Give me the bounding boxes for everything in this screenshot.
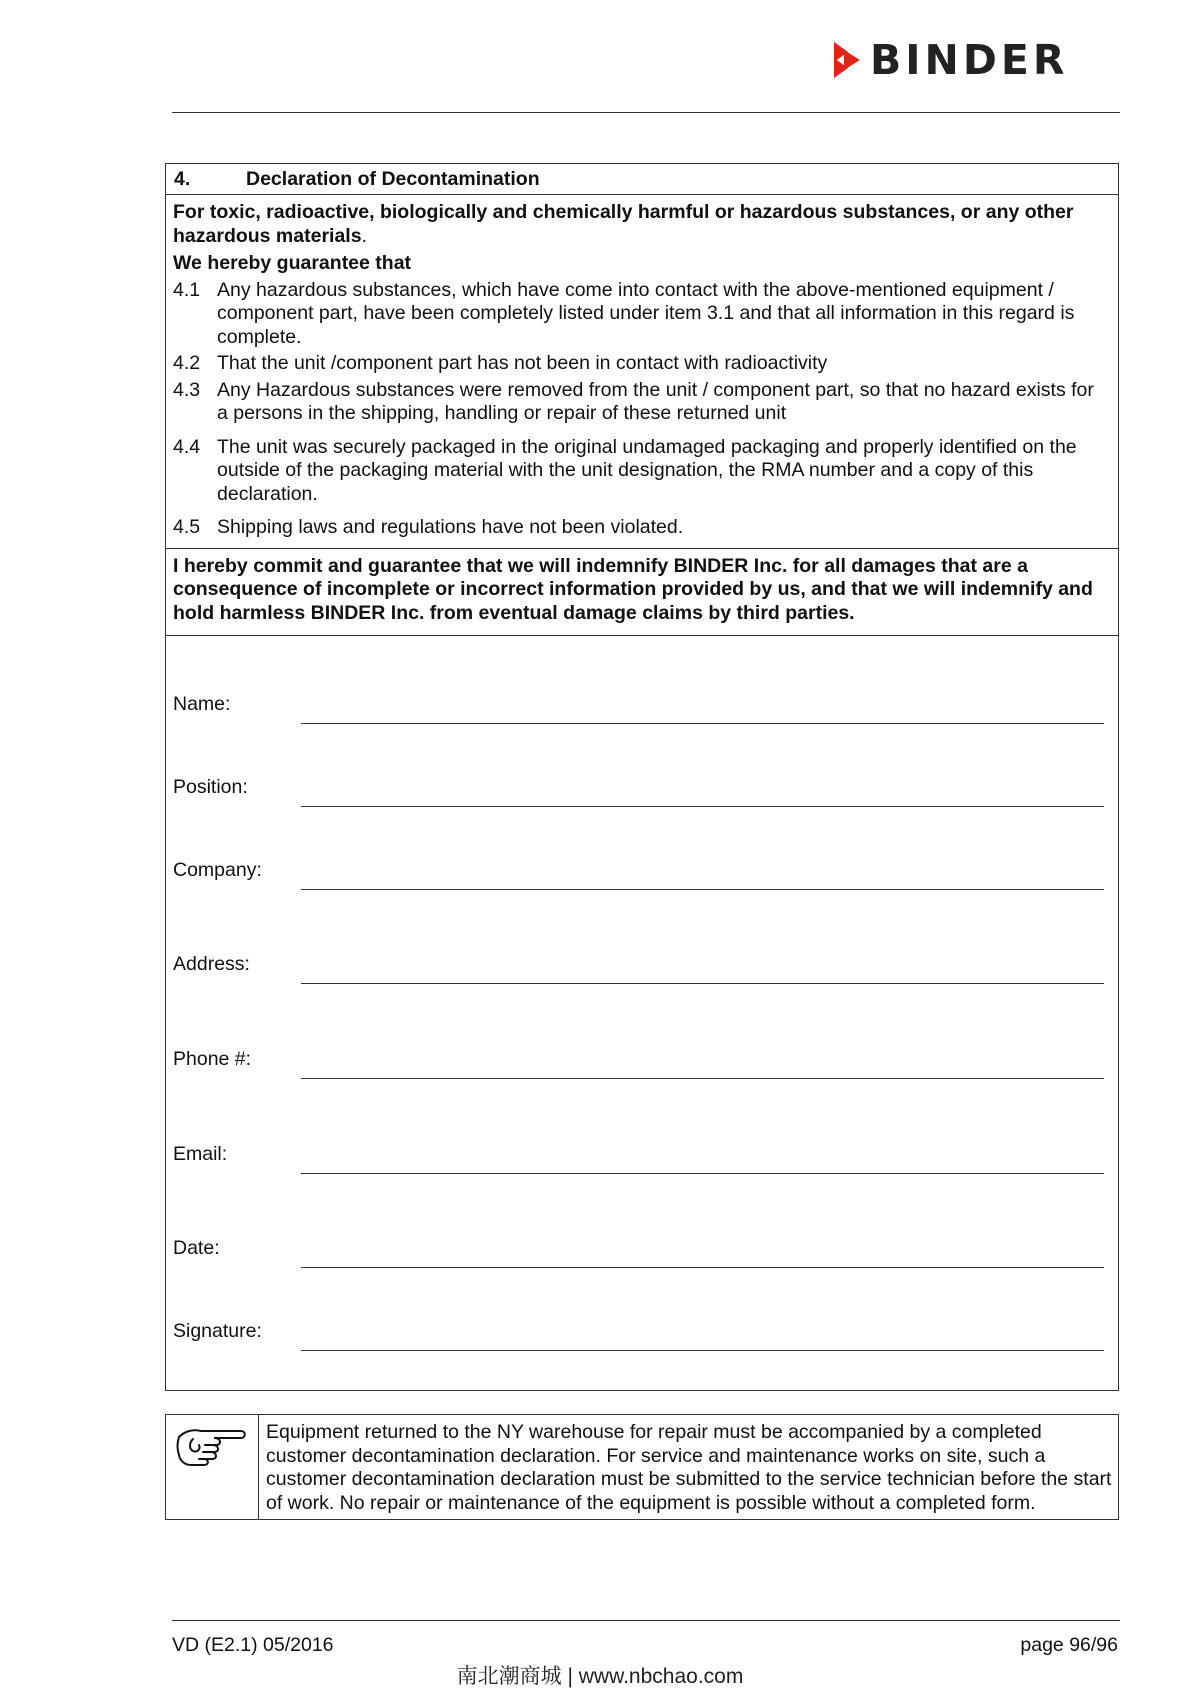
declaration-box — [165, 163, 1119, 1391]
guarantee-block — [166, 195, 1118, 549]
item-text: Any Hazardous substances were removed from the unit / component part, so that no hazard exists for a persons in the shipping, handling or repair of these returned unit — [217, 378, 1094, 424]
section-number: 4. — [174, 168, 191, 190]
brand-name: BINDER — [870, 36, 1069, 84]
pointing-hand-icon — [175, 1423, 249, 1469]
intro-text — [173, 201, 1110, 248]
header-divider — [172, 112, 1120, 113]
name-field[interactable] — [173, 684, 1104, 724]
date-line[interactable] — [301, 1267, 1104, 1268]
list-item — [173, 279, 1110, 350]
field-label: Phone #: — [173, 1048, 252, 1070]
watermark: 南北潮商城 | www.nbchao.com — [456, 1665, 744, 1688]
list-item — [173, 516, 1110, 540]
binder-arrow-icon — [832, 40, 862, 80]
address-line[interactable] — [301, 983, 1104, 984]
position-field[interactable] — [173, 767, 1104, 807]
list-item — [173, 379, 1110, 426]
name-line[interactable] — [301, 723, 1104, 724]
intro-end: . — [361, 224, 367, 247]
binder-logo — [832, 38, 1068, 82]
guarantee-heading: We hereby guarantee that — [173, 252, 412, 274]
notice-text: Equipment returned to the NY warehouse for repair must be accompanied by a completed customer decontamination declaration. For service and maintenance works on site, such a customer decontamination declaration must be submitted to the service technician before the start of work. No repair or maintenance of the equipment is possible without a completed form. — [266, 1421, 1112, 1514]
company-line[interactable] — [301, 889, 1104, 890]
date-field[interactable] — [173, 1228, 1104, 1268]
item-text: That the unit /component part has not been in contact with radioactivity — [217, 352, 828, 374]
page-number: page 96/96 — [1020, 1634, 1118, 1656]
item-number: 4.5 — [173, 516, 201, 538]
field-label: Email: — [173, 1143, 228, 1165]
phone-field[interactable] — [173, 1039, 1104, 1079]
commitment-text: I hereby commit and guarantee that we will indemnify BINDER Inc. for all damages that are a consequence of incomplete or incorrect information provided by us, and that we will indemnify and hold harmless BINDER Inc. from eventual damage claims by third parties. — [166, 549, 1118, 637]
company-field[interactable] — [173, 850, 1104, 890]
field-label: Signature: — [173, 1320, 262, 1342]
list-item — [173, 436, 1110, 507]
field-label: Address: — [173, 953, 250, 975]
intro-bold: For toxic, radioactive, biologically and chemically harmful or hazardous substances, or any other hazardous materials — [173, 201, 1074, 247]
field-label: Name: — [173, 693, 231, 715]
field-label: Date: — [173, 1237, 220, 1259]
contact-form — [166, 636, 1118, 1390]
section-heading — [166, 164, 1118, 195]
address-field[interactable] — [173, 944, 1104, 984]
field-label: Position: — [173, 776, 248, 798]
document-version: VD (E2.1) 05/2016 — [172, 1634, 334, 1656]
item-number: 4.1 — [173, 278, 201, 301]
footer-divider — [172, 1620, 1120, 1621]
position-line[interactable] — [301, 806, 1104, 807]
item-text: Any hazardous substances, which have come into contact with the above-mentioned equipment / component part, have been completely listed under item 3.1 and that all information in this regard is complete. — [217, 278, 1075, 348]
email-line[interactable] — [301, 1173, 1104, 1174]
item-number: 4.2 — [173, 352, 201, 374]
email-field[interactable] — [173, 1134, 1104, 1174]
notice-icon-cell — [166, 1415, 259, 1519]
section-title: Declaration of Decontamination — [246, 168, 540, 190]
signature-field[interactable] — [173, 1311, 1104, 1351]
signature-line[interactable] — [301, 1350, 1104, 1351]
item-number: 4.3 — [173, 378, 201, 401]
item-text: Shipping laws and regulations have not been violated. — [217, 516, 684, 538]
item-number: 4.4 — [173, 435, 201, 458]
notice-box — [165, 1414, 1119, 1520]
item-text: The unit was securely packaged in the original undamaged packaging and properly identified on the outside of the packaging material with the unit designation, the RMA number and a copy of this declaration. — [217, 435, 1077, 505]
phone-line[interactable] — [301, 1078, 1104, 1079]
field-label: Company: — [173, 859, 262, 881]
list-item — [173, 352, 1110, 376]
